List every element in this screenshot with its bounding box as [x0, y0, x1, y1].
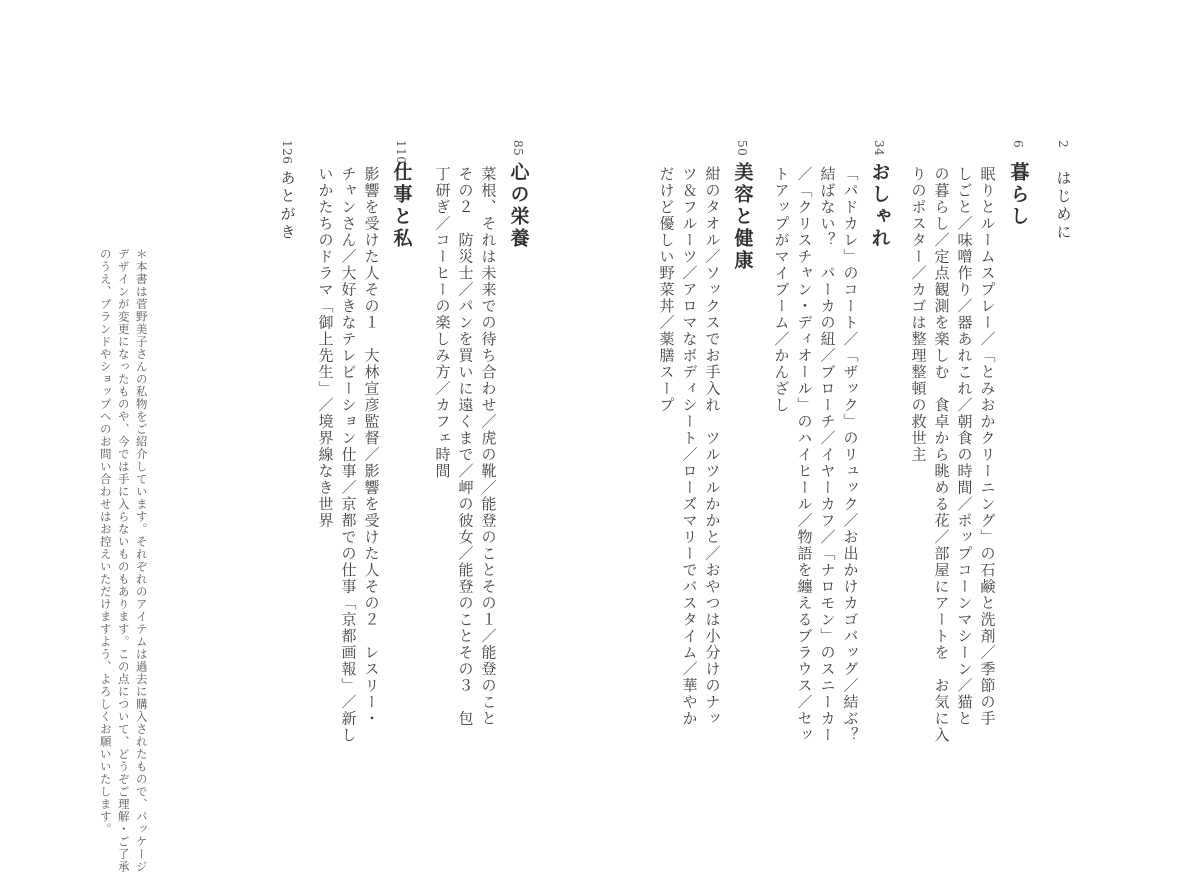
footnote-line-1: ＊本書は菅野美子さんの私物をご紹介しています。それぞれのアイテムは過去に購入されたもので、パッケージ [134, 248, 149, 873]
toc-entry-atogaki: あとがき [278, 170, 297, 242]
footnote-line-3: のうえ、ブランドやショップへのお問い合わせはお控えいただけますよう、よろしくお願いいたします。 [98, 248, 113, 836]
page-number-biyou: 50 [735, 140, 749, 157]
toc-line-shigoto-2: チャンさん／大好きなテレビーション仕事／京都での仕事「京都画報」／新し [339, 166, 358, 744]
toc-entry-hajimeni: はじめに [1054, 170, 1073, 242]
section-title-kokoro: 心の栄養 [507, 162, 530, 250]
page-number-kurashi: 6 [1011, 140, 1025, 149]
page-number-oshare: 34 [872, 140, 886, 157]
toc-line-kokoro-3: 丁研ぎ／コーヒーの楽しみ方／カフェ時間 [433, 166, 452, 480]
toc-line-kokoro-1: 菜根、それは未来での待ち合わせ／虎の靴／能登のことその１／能登のこと [479, 166, 498, 727]
toc-line-kurashi-1: 眠りとルームスプレー／「とみおかクリーニング」の石鹸と洗剤／季節の手 [978, 166, 997, 727]
section-title-biyou: 美容と健康 [731, 162, 754, 272]
page-number-shigoto: 110 [394, 140, 408, 165]
toc-line-kokoro-2: その２ 防災士／パンを買いに遠くまで／岬の彼女／能登のことその３ 包 [456, 166, 475, 727]
section-title-kurashi: 暮らし [1007, 162, 1030, 228]
section-title-oshare: おしゃれ [868, 162, 891, 250]
toc-line-biyou-2: ツ＆フルーツ／アロマなボディシート／ローズマリーでバスタイム／華やか [680, 166, 699, 727]
toc-line-shigoto-3: いかたちのドラマ「御上先生」／境界線なき世界 [316, 166, 335, 529]
toc-line-oshare-1: 「パドカレ」のコート／「ザック」のリュック／お出かけカゴバッグ／結ぶ？ [841, 166, 860, 744]
page-number-kokoro: 85 [511, 140, 525, 157]
section-title-shigoto: 仕事と私 [390, 162, 413, 250]
toc-line-kurashi-4: りのポスター／カゴは整理整頓の救世主 [909, 166, 928, 463]
toc-line-biyou-1: 紺のタオル／ソックスでお手入れ ツルツルかかと／おやつは小分けのナッ [703, 166, 722, 727]
toc-line-biyou-3: だけど優しい野菜丼／薬膳スープ [657, 166, 676, 414]
toc-line-kurashi-3: の暮らし／定点観測を楽しむ 食卓から眺める花／部屋にアートを お気に入 [932, 166, 951, 744]
page-number-hajimeni: 2 [1056, 140, 1070, 149]
toc-line-kurashi-2: しごと／味噌作り／器あれこれ／朝食の時間／ポップコーンマシーン／猫と [955, 166, 974, 727]
toc-line-oshare-2: 結ばない？ パーカの紐／ブローチ／イヤーカフ／「ナロモン」のスニーカー [818, 166, 837, 744]
toc-line-oshare-4: トアップがマイブーム／かんざし [772, 166, 791, 414]
toc-line-oshare-3: ／「クリスチャン・ディオール」のハイヒール／物語を纏えるブラウス／セッ [795, 166, 814, 744]
page-number-atogaki: 126 [280, 140, 294, 165]
footnote-line-2: デザインが変更になったものや、今では手に入らないものもあります。この点について、どうぞご理解・ご了承 [116, 248, 131, 873]
toc-line-shigoto-1: 影響を受けた人その１ 大林宣彦監督／影響を受けた人その２ レスリー・ [362, 166, 381, 727]
